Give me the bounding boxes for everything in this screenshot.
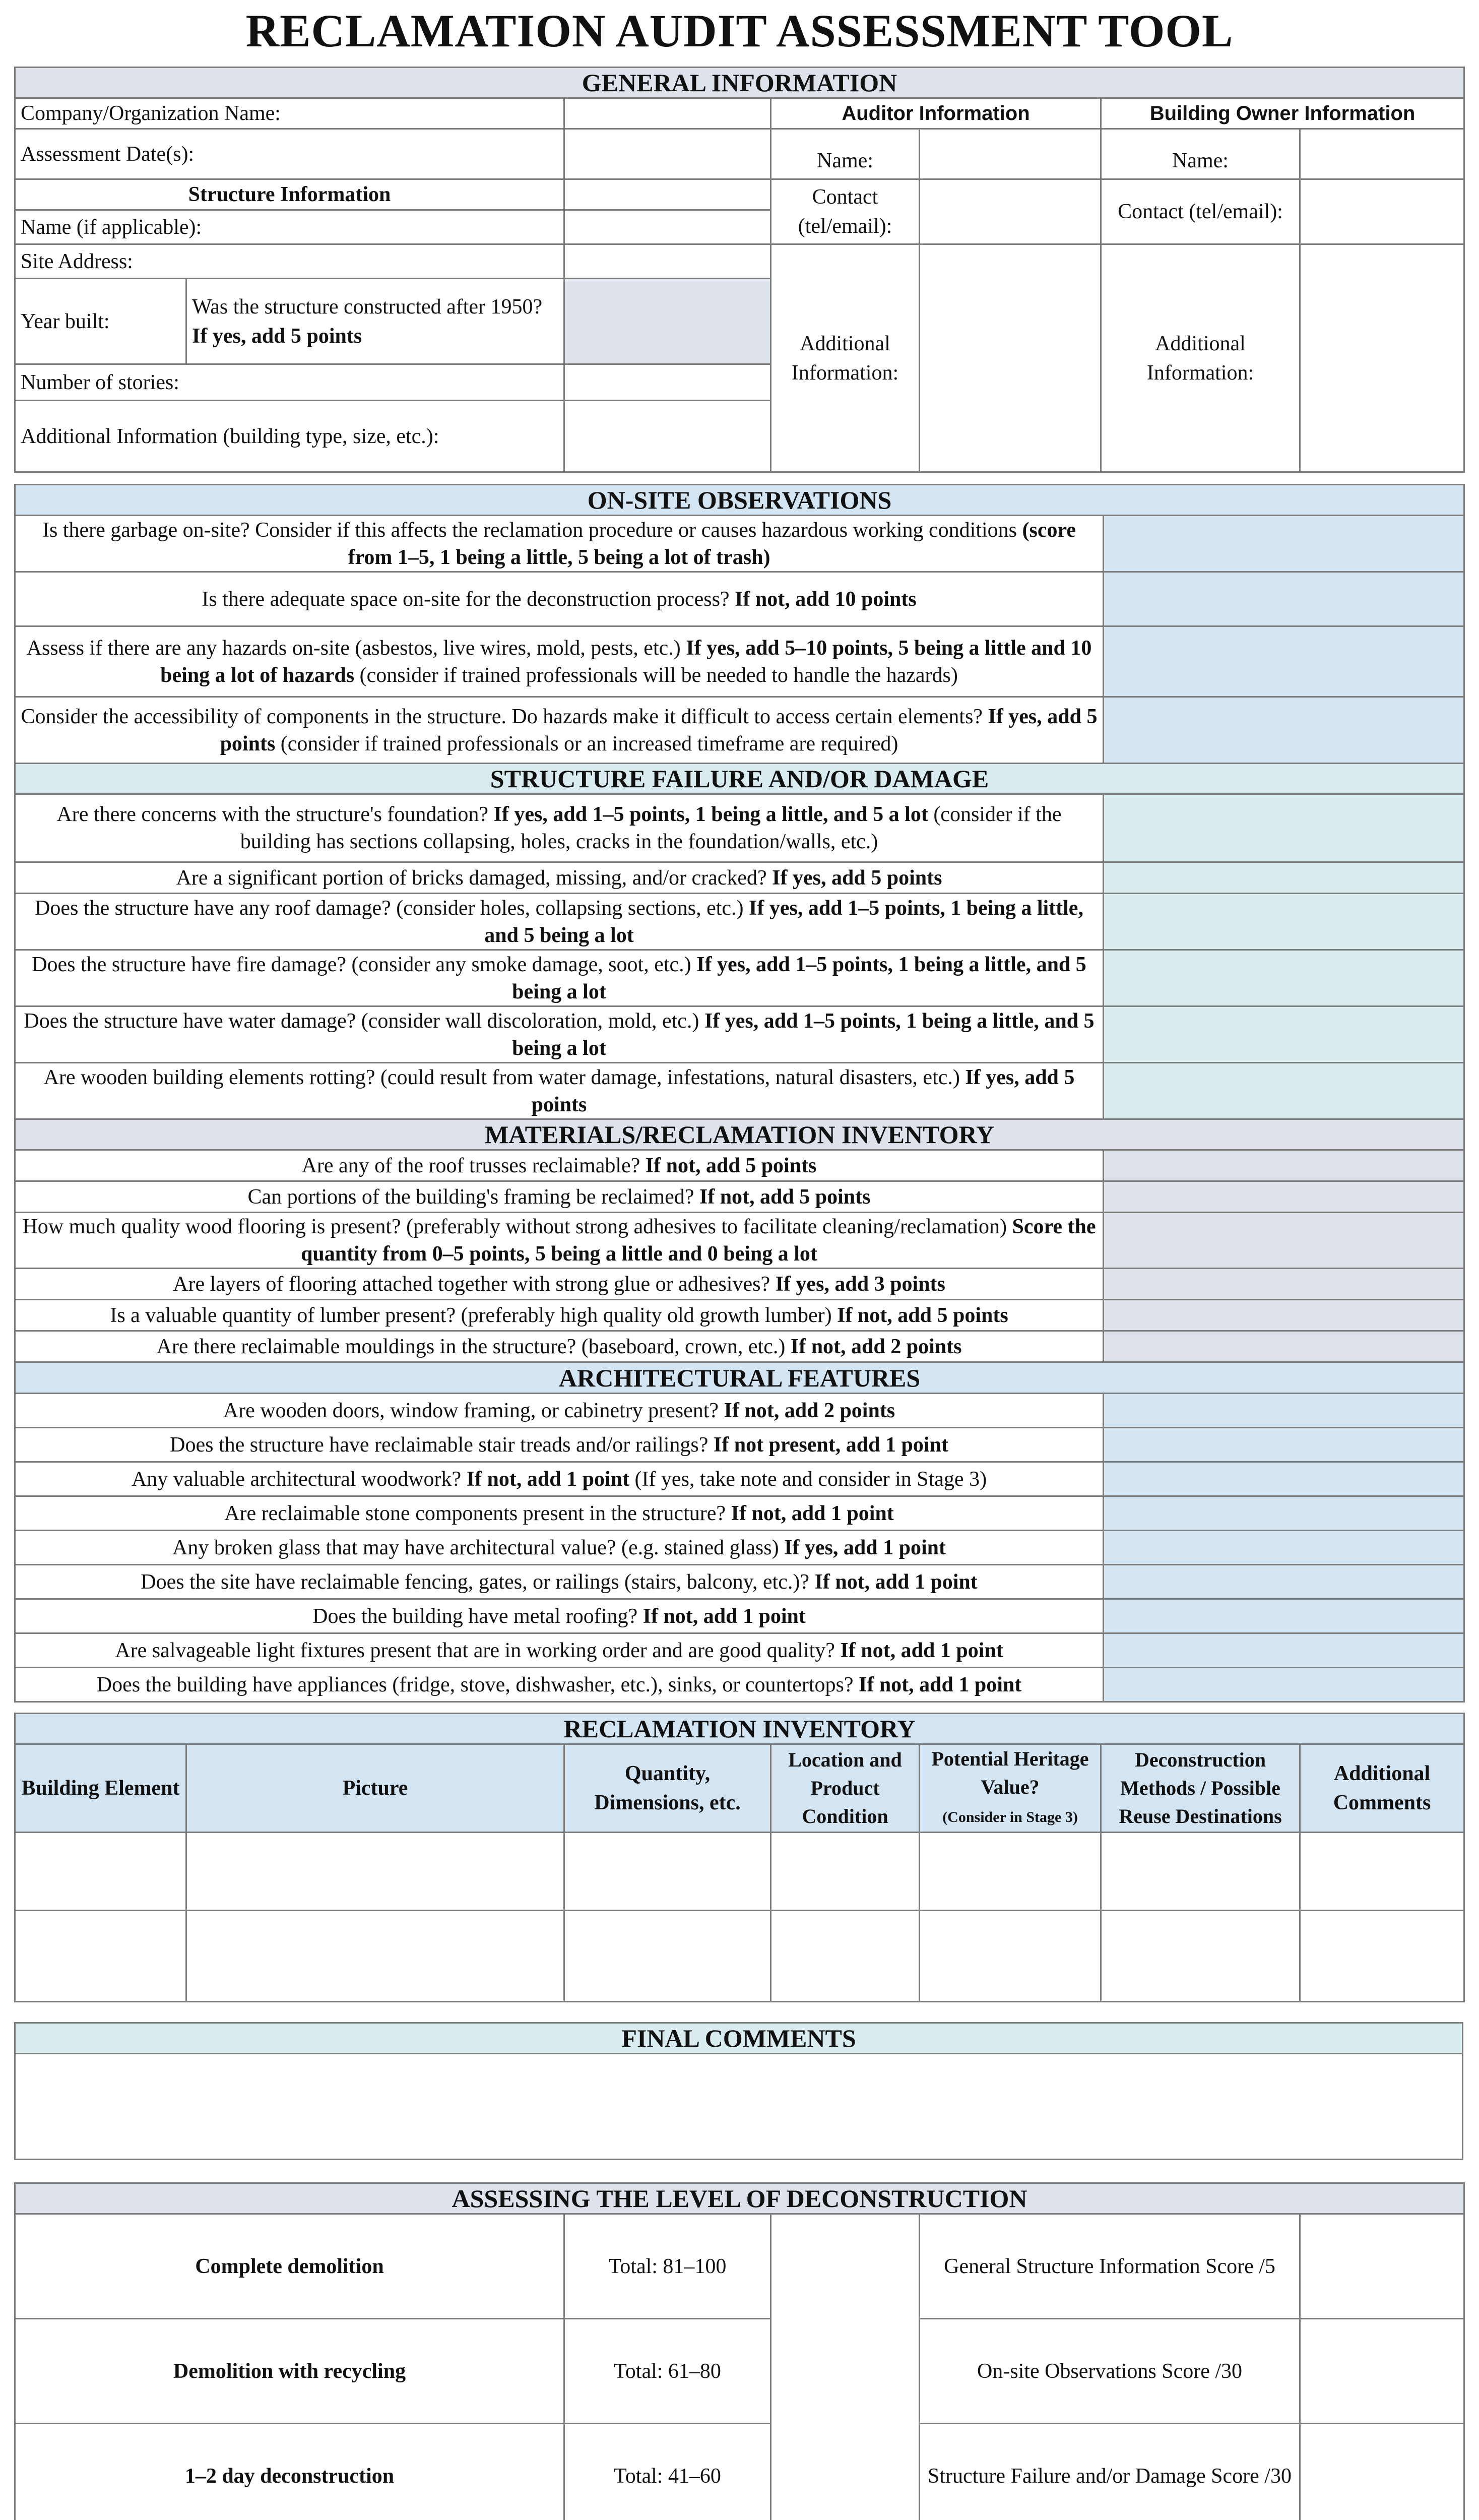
arch-question: Does the building have metal roofing? If not, add 1 point [15, 1599, 1104, 1633]
section-score-input[interactable] [1300, 2424, 1464, 2520]
onsite-question: Assess if there are any hazards on-site (asbestos, live wires, mold, pests, etc.) If yes, add 5–10 points, 5 being a little and 10 being a lot of hazards (consider if trained professionals will be needed to handle the hazards) [15, 626, 1104, 697]
arch-score-input[interactable] [1104, 1633, 1464, 1668]
inventory-cell[interactable] [771, 1833, 920, 1911]
stories-label: Number of stories: [15, 364, 564, 401]
failure-score-input[interactable] [1104, 1006, 1464, 1063]
owner-info-header: Building Owner Information [1101, 98, 1464, 129]
dates-input[interactable] [564, 129, 771, 179]
arch-score-input[interactable] [1104, 1394, 1464, 1428]
inventory-cell[interactable] [186, 1911, 564, 2002]
owner-contact-label: Contact (tel/email): [1101, 179, 1300, 244]
owner-contact-input[interactable] [1300, 179, 1464, 244]
onsite-question: Is there adequate space on-site for the deconstruction process? If not, add 10 points [15, 572, 1104, 626]
assessing-header: ASSESSING THE LEVEL OF DECONSTRUCTION [15, 2183, 1464, 2214]
owner-additional-input[interactable] [1300, 244, 1464, 472]
structure-info-header: Structure Information [15, 179, 564, 210]
col-comments: Additional Comments [1300, 1744, 1464, 1833]
inventory-cell[interactable] [1101, 1833, 1300, 1911]
failure-score-input[interactable] [1104, 794, 1464, 862]
col-location: Location and Product Condition [771, 1744, 920, 1833]
site-address-label: Site Address: [15, 244, 564, 279]
arch-score-input[interactable] [1104, 1668, 1464, 1702]
spacer [771, 2319, 920, 2424]
page-title: RECLAMATION AUDIT ASSESSMENT TOOL [245, 5, 1234, 56]
assessing-level-table [14, 2182, 1465, 2520]
final-comments-table [14, 2022, 1463, 2160]
level-name: 1–2 day deconstruction [15, 2424, 564, 2520]
auditor-additional-input[interactable] [920, 244, 1101, 472]
arch-question: Does the building have appliances (fridge, stove, dishwasher, etc.), sinks, or countertops? If not, add 1 point [15, 1668, 1104, 1702]
onsite-score-input[interactable] [1104, 626, 1464, 697]
materials-score-input[interactable] [1104, 1331, 1464, 1362]
arch-header: ARCHITECTURAL FEATURES [15, 1362, 1464, 1394]
failure-question: Does the structure have water damage? (consider wall discoloration, mold, etc.) If yes, add 1–5 points, 1 being a little, and 5 being a lot [15, 1006, 1104, 1063]
failure-question: Are there concerns with the structure's foundation? If yes, add 1–5 points, 1 being a little, and 5 a lot (consider if the building has sections collapsing, holes, cracks in the foundation/walls, etc.) [15, 794, 1104, 862]
auditor-contact-input[interactable] [920, 179, 1101, 244]
failure-score-input[interactable] [1104, 894, 1464, 950]
materials-score-input[interactable] [1104, 1150, 1464, 1181]
stories-input[interactable] [564, 364, 771, 401]
arch-score-input[interactable] [1104, 1599, 1464, 1633]
section-score-label: On-site Observations Score /30 [920, 2319, 1300, 2424]
reclamation-inventory-table [14, 1713, 1465, 2002]
auditor-additional-label: Additional Information: [771, 244, 920, 472]
arch-score-input[interactable] [1104, 1496, 1464, 1531]
level-name: Demolition with recycling [15, 2319, 564, 2424]
arch-score-input[interactable] [1104, 1531, 1464, 1565]
owner-name-input[interactable] [1300, 129, 1464, 179]
inventory-cell[interactable] [920, 1911, 1101, 2002]
year-built-score[interactable] [564, 279, 771, 364]
company-input[interactable] [564, 98, 771, 129]
year-built-label: Year built: [15, 279, 186, 364]
inventory-cell[interactable] [1300, 1833, 1464, 1911]
inventory-cell[interactable] [564, 1911, 771, 2002]
inventory-cell[interactable] [920, 1833, 1101, 1911]
materials-question: Are any of the roof trusses reclaimable? If not, add 5 points [15, 1150, 1104, 1181]
failure-question: Are wooden building elements rotting? (could result from water damage, infestations, natural disasters, etc.) If yes, add 5 points [15, 1063, 1104, 1119]
onsite-score-input[interactable] [1104, 516, 1464, 572]
failure-header: STRUCTURE FAILURE AND/OR DAMAGE [15, 764, 1464, 794]
year-built-question: Was the structure constructed after 1950? If yes, add 5 points [186, 279, 564, 364]
onsite-score-input[interactable] [1104, 572, 1464, 626]
auditor-name-label: Name: [771, 129, 920, 179]
final-comments-header: FINAL COMMENTS [15, 2023, 1463, 2054]
level-total: Total: 81–100 [564, 2214, 771, 2319]
materials-score-input[interactable] [1104, 1269, 1464, 1300]
onsite-question: Is there garbage on-site? Consider if this affects the reclamation procedure or causes hazardous working conditions (score from 1–5, 1 being a little, 5 being a lot of trash) [15, 516, 1104, 572]
section-score-label: General Structure Information Score /5 [920, 2214, 1300, 2319]
inventory-cell[interactable] [1101, 1911, 1300, 2002]
onsite-score-input[interactable] [1104, 697, 1464, 764]
arch-question: Does the structure have reclaimable stair treads and/or railings? If not present, add 1 point [15, 1428, 1104, 1462]
level-name: Complete demolition [15, 2214, 564, 2319]
additional-info-input[interactable] [564, 401, 771, 472]
failure-question: Does the structure have fire damage? (consider any smoke damage, soot, etc.) If yes, add 1–5 points, 1 being a little, and 5 being a lot [15, 950, 1104, 1006]
level-total: Total: 41–60 [564, 2424, 771, 2520]
failure-score-input[interactable] [1104, 862, 1464, 894]
structure-name-input[interactable] [564, 210, 771, 244]
materials-question: Are there reclaimable mouldings in the structure? (baseboard, crown, etc.) If not, add 2 points [15, 1331, 1104, 1362]
reclamation-inventory-header: RECLAMATION INVENTORY [15, 1714, 1464, 1744]
structure-header-blank [564, 179, 771, 210]
arch-question: Any valuable architectural woodwork? If not, add 1 point (If yes, take note and consider in Stage 3) [15, 1462, 1104, 1496]
structure-name-label: Name (if applicable): [15, 210, 564, 244]
general-info-header: GENERAL INFORMATION [15, 68, 1464, 98]
materials-score-input[interactable] [1104, 1181, 1464, 1213]
section-score-label: Structure Failure and/or Damage Score /30 [920, 2424, 1300, 2520]
final-comments-input[interactable] [15, 2054, 1463, 2160]
section-score-input[interactable] [1300, 2319, 1464, 2424]
onsite-question: Consider the accessibility of components in the structure. Do hazards make it difficult to access certain elements? If yes, add 5 points (consider if trained professionals or an increased timeframe are required) [15, 697, 1104, 764]
observations-table [14, 484, 1465, 1703]
onsite-header: ON-SITE OBSERVATIONS [15, 485, 1464, 516]
spacer [771, 2424, 920, 2520]
inventory-cell[interactable] [15, 1911, 186, 2002]
col-heritage: Potential Heritage Value? (Consider in Stage 3) [920, 1744, 1101, 1833]
col-building-element: Building Element [15, 1744, 186, 1833]
failure-score-input[interactable] [1104, 950, 1464, 1006]
inventory-cell[interactable] [771, 1911, 920, 2002]
owner-name-label: Name: [1101, 129, 1300, 179]
failure-question: Does the structure have any roof damage? (consider holes, collapsing sections, etc.) If yes, add 1–5 points, 1 being a little, and 5 being a lot [15, 894, 1104, 950]
materials-score-input[interactable] [1104, 1300, 1464, 1331]
arch-question: Any broken glass that may have architectural value? (e.g. stained glass) If yes, add 1 point [15, 1531, 1104, 1565]
failure-question: Are a significant portion of bricks damaged, missing, and/or cracked? If yes, add 5 points [15, 862, 1104, 894]
dates-label: Assessment Date(s): [15, 129, 564, 179]
owner-additional-label: Additional Information: [1101, 244, 1300, 472]
materials-header: MATERIALS/RECLAMATION INVENTORY [15, 1119, 1464, 1150]
general-information-table [14, 67, 1465, 473]
col-quantity: Quantity, Dimensions, etc. [564, 1744, 771, 1833]
spacer [771, 2214, 920, 2319]
materials-question: Can portions of the building's framing be reclaimed? If not, add 5 points [15, 1181, 1104, 1213]
inventory-cell[interactable] [564, 1833, 771, 1911]
inventory-cell[interactable] [186, 1833, 564, 1911]
arch-question: Are wooden doors, window framing, or cabinetry present? If not, add 2 points [15, 1394, 1104, 1428]
materials-question: Are layers of flooring attached together with strong glue or adhesives? If yes, add 3 points [15, 1269, 1104, 1300]
materials-question: How much quality wood flooring is present? (preferably without strong adhesives to facilitate cleaning/reclamation) Score the quantity from 0–5 points, 5 being a little and 0 being a lot [15, 1213, 1104, 1269]
arch-question: Are reclaimable stone components present in the structure? If not, add 1 point [15, 1496, 1104, 1531]
site-address-input[interactable] [564, 244, 771, 279]
arch-score-input[interactable] [1104, 1565, 1464, 1599]
company-label: Company/Organization Name: [15, 98, 564, 129]
arch-score-input[interactable] [1104, 1462, 1464, 1496]
materials-question: Is a valuable quantity of lumber present? (preferably high quality old growth lumber) If not, add 5 points [15, 1300, 1104, 1331]
level-total: Total: 61–80 [564, 2319, 771, 2424]
inventory-cell[interactable] [15, 1833, 186, 1911]
arch-score-input[interactable] [1104, 1428, 1464, 1462]
inventory-cell[interactable] [1300, 1911, 1464, 2002]
auditor-name-input[interactable] [920, 129, 1101, 179]
arch-question: Are salvageable light fixtures present that are in working order and are good quality? If not, add 1 point [15, 1633, 1104, 1668]
section-score-input[interactable] [1300, 2214, 1464, 2319]
additional-info-label: Additional Information (building type, size, etc.): [15, 401, 564, 472]
arch-question: Does the site have reclaimable fencing, gates, or railings (stairs, balcony, etc.)? If not, add 1 point [15, 1565, 1104, 1599]
col-picture: Picture [186, 1744, 564, 1833]
failure-score-input[interactable] [1104, 1063, 1464, 1119]
auditor-contact-label: Contact (tel/email): [771, 179, 920, 244]
col-deconstruction: Deconstruction Methods / Possible Reuse Destinations [1101, 1744, 1300, 1833]
auditor-info-header: Auditor Information [771, 98, 1101, 129]
materials-score-input[interactable] [1104, 1213, 1464, 1269]
